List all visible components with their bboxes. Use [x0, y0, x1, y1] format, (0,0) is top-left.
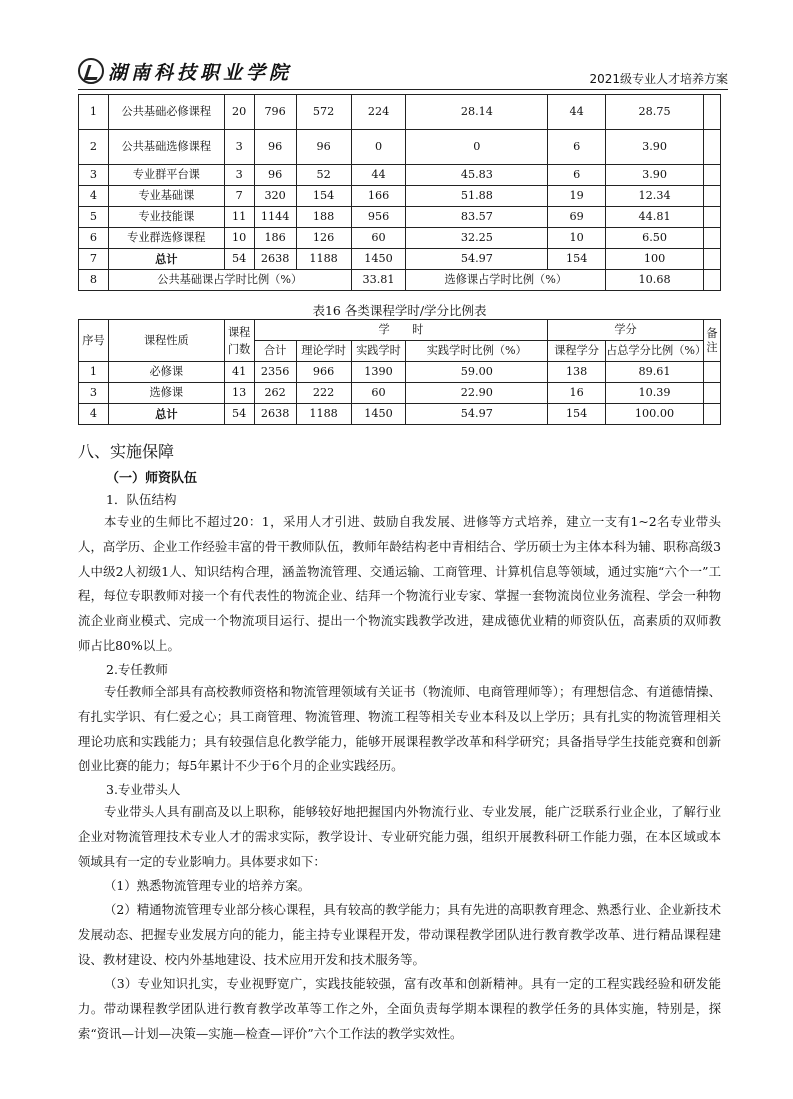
school-name: 湖南科技职业学院: [108, 62, 293, 84]
table-cell: 52: [296, 165, 351, 186]
table-cell: 3.90: [606, 130, 704, 165]
table-cell: 3: [79, 165, 109, 186]
th-nature: 课程性质: [108, 320, 224, 362]
table-row: [79, 186, 721, 207]
paragraph-full-time-teachers: 专任教师全部具有高校教师资格和物流管理领域有关证书（物流师、电商管理师等）；有理想信念、有道德情操、有扎实学识、有仁爱之心；具工商管理、物流管理、物流工程等相关专业本科及以上学历；具有扎实的物流管理相关理论功底和实践能力；具有较强信息化教学能力，能够开展课程教学改革和科学研究；具备指导学生技能竞赛和创新创业比赛的能力；每5年累计不少于6个月的企业实践经历。: [78, 684, 721, 774]
course-hours-table: [78, 94, 721, 291]
table-cell: 54.97: [406, 404, 548, 425]
th-credit: 学分: [548, 320, 704, 341]
summary-label-basic: 公共基础课占学时比例（%）: [108, 270, 351, 291]
table-cell: [703, 165, 720, 186]
table-cell: 956: [351, 207, 406, 228]
table-cell: 2: [79, 130, 109, 165]
table-cell: 专业群平台课: [108, 165, 224, 186]
table-cell: 154: [296, 186, 351, 207]
summary-empty: [703, 270, 720, 291]
table-cell: 96: [254, 130, 296, 165]
table-cell: 796: [254, 95, 296, 130]
table-cell: 20: [224, 95, 254, 130]
table-row: [79, 383, 721, 404]
requirement-3: （3）专业知识扎实，专业视野宽广，实践技能较强，富有改革和创新精神。具有一定的工程实践经验和研发能力。带动课程教学团队进行教育教学改革等工作之外，全面负责每学期本课程的教学任务的具体实施，特别是，探索“资讯—计划—决策—实施—检查—评价”六个工作法的教学实效性。: [78, 976, 721, 1041]
th-ratio: 实践学时比例（%）: [406, 341, 548, 362]
heading-team-structure: 1．队伍结构: [106, 492, 177, 507]
table-cell: 6.50: [606, 228, 704, 249]
page-header: [78, 56, 728, 90]
table-cell: 69: [548, 207, 606, 228]
table-cell: 54: [224, 404, 254, 425]
table-cell: 0: [351, 130, 406, 165]
table-cell: [703, 228, 720, 249]
section-heading: 八、实施保障: [78, 442, 175, 461]
table-cell: 44: [351, 165, 406, 186]
table-cell: 89.61: [606, 362, 704, 383]
table-cell: 选修课: [108, 383, 224, 404]
table-cell: 7: [224, 186, 254, 207]
table-cell: 6: [548, 165, 606, 186]
table-cell: 0: [406, 130, 548, 165]
table-cell: 28.14: [406, 95, 548, 130]
table-cell: 1450: [351, 249, 406, 270]
table-cell: 59.00: [406, 362, 548, 383]
table-cell: 专业技能课: [108, 207, 224, 228]
table-cell: 6: [79, 228, 109, 249]
table-cell: 262: [254, 383, 296, 404]
th-remark: 备注: [703, 320, 720, 362]
table-cell: 3: [79, 383, 109, 404]
table-cell: 1144: [254, 207, 296, 228]
table-cell: 51.88: [406, 186, 548, 207]
table-cell: 3: [224, 130, 254, 165]
table-cell: 7: [79, 249, 109, 270]
table-cell: 100: [606, 249, 704, 270]
table-cell: 100.00: [606, 404, 704, 425]
heading-full-time-teachers: 2.专任教师: [106, 662, 168, 677]
table-cell: 44.81: [606, 207, 704, 228]
table16-caption: 表16 各类课程学时/学分比例表: [312, 303, 487, 318]
table-cell: [703, 186, 720, 207]
table-cell: 11: [224, 207, 254, 228]
table-cell: 1: [79, 362, 109, 383]
table-cell: 1188: [296, 404, 351, 425]
table-row: [79, 404, 721, 425]
table-cell: 54.97: [406, 249, 548, 270]
th-practice: 实践学时: [351, 341, 406, 362]
th-no: 序号: [79, 320, 109, 362]
table-cell: 1: [79, 95, 109, 130]
table-cell: [703, 362, 720, 383]
table-row: [79, 130, 721, 165]
heading-program-leader: 3.专业带头人: [106, 782, 181, 797]
table-cell: 1188: [296, 249, 351, 270]
table-cell: 186: [254, 228, 296, 249]
table-cell: 3: [224, 165, 254, 186]
table-cell: [703, 95, 720, 130]
table-cell: 320: [254, 186, 296, 207]
table-cell: 22.90: [406, 383, 548, 404]
table-cell: 138: [548, 362, 606, 383]
requirement-2: （2）精通物流管理专业部分核心课程，具有较高的教学能力；具有先进的高职教育理念、熟悉行业、企业新技术发展动态、把握专业发展方向的能力，能主持专业课程开发，带动课程教学团队进行教育教学改革、进行精品课程建设、教材建设、校内外基地建设、技术应用开发和技术服务等。: [78, 902, 721, 967]
table-cell: 154: [548, 249, 606, 270]
table-row: [79, 95, 721, 130]
table-cell: 6: [548, 130, 606, 165]
table-cell: 16: [548, 383, 606, 404]
table-cell: 3.90: [606, 165, 704, 186]
header-rule: [78, 89, 728, 90]
table-cell: 32.25: [406, 228, 548, 249]
th-crr: 占总学分比例（%）: [606, 341, 704, 362]
table-cell: 60: [351, 383, 406, 404]
summary-value-basic: 33.81: [351, 270, 406, 291]
plan-title: 2021级专业人才培养方案: [589, 72, 728, 86]
table-cell: 总计: [108, 404, 224, 425]
table-cell: [703, 130, 720, 165]
table-cell: 44: [548, 95, 606, 130]
table-cell: 96: [296, 130, 351, 165]
table-cell: 19: [548, 186, 606, 207]
table-row: [79, 249, 721, 270]
table-cell: 必修课: [108, 362, 224, 383]
table-cell: 126: [296, 228, 351, 249]
table-cell: 2638: [254, 404, 296, 425]
table-row: [79, 207, 721, 228]
table-cell: 222: [296, 383, 351, 404]
table-cell: 12.34: [606, 186, 704, 207]
table-cell: 54: [224, 249, 254, 270]
th-count: 课程门数: [224, 320, 254, 362]
table-cell: 28.75: [606, 95, 704, 130]
table-cell: 572: [296, 95, 351, 130]
table-cell: 60: [351, 228, 406, 249]
table-cell: 10.39: [606, 383, 704, 404]
th-cr: 课程学分: [548, 341, 606, 362]
summary-value-elective: 10.68: [606, 270, 704, 291]
table-cell: 166: [351, 186, 406, 207]
paragraph-team-structure: 本专业的生师比不超过20：1，采用人才引进、鼓励自我发展、进修等方式培养，建立一支有1~2名专业带头人，高学历、企业工作经验丰富的骨干教师队伍，教师年龄结构老中青相结合、学历硕士为主体本科为辅、职称高级3人中级2人初级1人、知识结构合理，涵盖物流管理、交通运输、工商管理、计算机信息等领域，通过实施“六个一”工程，每位专职教师对接一个有代表性的物流企业、结拜一个物流行业专家、掌握一套物流岗位业务流程、学会一种物流企业商业模式、完成一个物流项目运行、提出一个物流实践教学改进，建成德优业精的师资队伍，高素质的双师教师占比80%以上。: [78, 514, 721, 653]
table-cell: 5: [79, 207, 109, 228]
table-cell: [703, 249, 720, 270]
table-cell: [703, 404, 720, 425]
th-hours: 学 时: [254, 320, 548, 341]
table-cell: 2356: [254, 362, 296, 383]
table-cell: 966: [296, 362, 351, 383]
table-cell: 10: [224, 228, 254, 249]
table-cell: 41: [224, 362, 254, 383]
table-row-summary: [79, 270, 721, 291]
table-cell: 专业群选修课程: [108, 228, 224, 249]
table-row: [79, 362, 721, 383]
summary-label-elective: 选修课占学时比例（%）: [406, 270, 606, 291]
table-cell: 总计: [108, 249, 224, 270]
table-cell: [703, 207, 720, 228]
th-total: 合计: [254, 341, 296, 362]
table-cell: 公共基础必修课程: [108, 95, 224, 130]
table-cell: 45.83: [406, 165, 548, 186]
table-cell: 专业基础课: [108, 186, 224, 207]
th-theory: 理论学时: [296, 341, 351, 362]
table-cell: 224: [351, 95, 406, 130]
paragraph-program-leader: 专业带头人具有副高及以上职称，能够较好地把握国内外物流行业、专业发展，能广泛联系行业企业，了解行业企业对物流管理技术专业人才的需求实际，教学设计、专业研究能力强，组织开展教科研工作能力强，在本区域或本领域具有一定的专业影响力。具体要求如下：: [78, 804, 721, 869]
table-row: [79, 228, 721, 249]
course-ratio-table: [78, 319, 721, 425]
table-cell: 4: [79, 186, 109, 207]
table-cell: 96: [254, 165, 296, 186]
table-row: [79, 165, 721, 186]
table-cell: 10: [548, 228, 606, 249]
table-cell: 1390: [351, 362, 406, 383]
requirement-1: （1）熟悉物流管理专业的培养方案。: [104, 878, 311, 893]
school-logo-icon: [78, 58, 104, 84]
summary-no: 8: [79, 270, 109, 291]
table-cell: 2638: [254, 249, 296, 270]
table-cell: 154: [548, 404, 606, 425]
table-cell: 4: [79, 404, 109, 425]
table-cell: [703, 383, 720, 404]
table-cell: 1450: [351, 404, 406, 425]
table-cell: 13: [224, 383, 254, 404]
table-cell: 83.57: [406, 207, 548, 228]
table-cell: 公共基础选修课程: [108, 130, 224, 165]
table-cell: 188: [296, 207, 351, 228]
subsection-heading: （一）师资队伍: [106, 471, 198, 486]
